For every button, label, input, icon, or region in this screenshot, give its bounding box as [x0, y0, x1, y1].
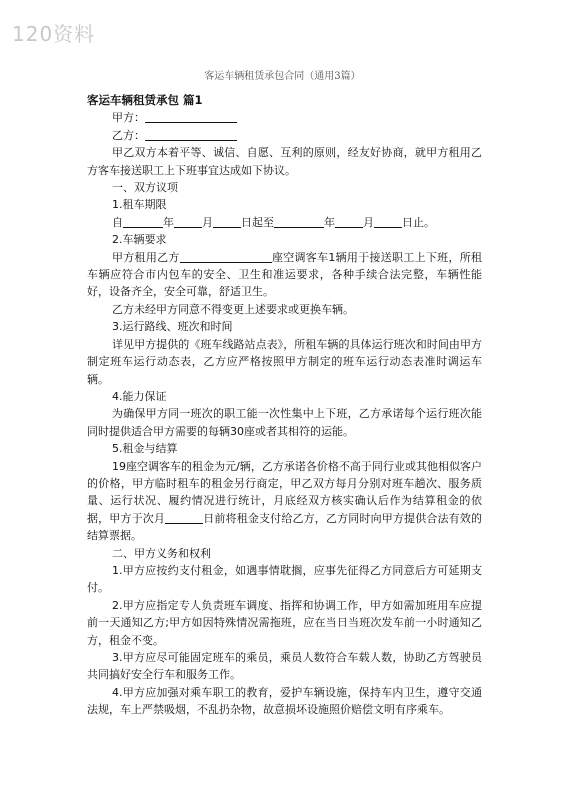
- term-year: 年: [324, 215, 335, 229]
- duty-paragraph: 1.甲方应按约支付租金，如遇事情耽搁，应事先征得乙方同意后方可延期支付。: [87, 563, 482, 595]
- req-text: 甲方租用乙方: [112, 250, 180, 264]
- duty-paragraph: 2.甲方应指定专人负责班车调度、指挥和协调工作，甲方如需加班用车应提前一天通知乙方;甲方如因特殊情况需拖班，应在当日当班次发车前一小时通知乙方，租金不变。: [87, 598, 482, 647]
- subsection-heading: 2.车辆要求: [112, 233, 167, 247]
- blank: [165, 511, 203, 524]
- blank: [180, 250, 272, 263]
- header-title: 客运车辆租赁承包合同（通用3篇）: [204, 71, 361, 82]
- watermark-logo: 120资料: [12, 22, 96, 46]
- document-body: [87, 92, 482, 719]
- party-b-label: 乙方：: [112, 128, 145, 142]
- blank: [174, 215, 202, 228]
- party-a-blank: [145, 110, 237, 123]
- paragraph: 乙方未经甲方同意不得变更上述要求或更换车辆。: [112, 302, 354, 316]
- document-title: 客运车辆租赁承包 篇1: [87, 93, 203, 107]
- term-month: 月: [363, 215, 374, 229]
- term-month: 月: [202, 215, 213, 229]
- intro-paragraph: 甲乙双方本着平等、诚信、自愿、互利的原则，经友好协商，就甲方租用乙方客车接送职工上下班事宜达成如下协议。: [87, 146, 482, 177]
- subsection-heading: 1.租车期限: [112, 198, 167, 212]
- blank: [274, 215, 324, 228]
- rent-paragraph: [87, 458, 482, 545]
- rent-text: 日前将租金支付给乙方，乙方同时向甲方提供合法有效的结算票据。: [87, 511, 482, 543]
- term-to: 日起至: [241, 215, 274, 229]
- ability-paragraph: 为确保甲方同一班次的职工能一次性集中上下班，乙方承诺每个运行班次能同时提供适合甲方需要的每辆30座或者其相符的运能。: [87, 407, 482, 438]
- route-paragraph: 详见甲方提供的《班车线路站点表》，所租车辆的具体运行班次和时间由甲方制定班车运行动态表，乙方应严格按照甲方制定的班车运行动态表准时调运车辆。: [87, 337, 482, 386]
- party-b-blank: [145, 128, 237, 141]
- term-line: [87, 214, 482, 231]
- party-a-label: 甲方：: [112, 111, 145, 125]
- vehicle-requirement-paragraph: [87, 249, 482, 301]
- party-a-line: [87, 109, 482, 126]
- duty-paragraph: 4.甲方应加强对乘车职工的教育，爱护车辆设施，保持车内卫生，遵守交通法规，车上严禁吸烟，不乱扔杂物，故意损坏设施照价赔偿文明有序乘车。: [87, 685, 482, 717]
- term-year: 年: [163, 215, 174, 229]
- section-heading: 一、双方议项: [112, 181, 178, 195]
- term-from: 自: [112, 215, 123, 229]
- blank: [213, 215, 241, 228]
- duty-paragraph: 3.甲方应尽可能固定班车的乘员，乘员人数符合车载人数，协助乙方驾驶员共同搞好安全行车和服务工作。: [87, 651, 482, 682]
- blank: [374, 215, 402, 228]
- blank: [335, 215, 363, 228]
- subsection-heading: 5.租金与结算: [112, 442, 178, 456]
- req-text: 座空调客车1辆用于接送职工上下班，所租车辆应符合市内包车的安全、卫生和准运要求，各种手续合法完整，车辆性能好，设备齐全，安全可靠，舒适卫生。: [87, 250, 483, 299]
- blank: [123, 215, 163, 228]
- rent-text: 19座空调客车的租金为元/辆，乙方承诺各价格不高于同行业或其他相似客户的价格，甲方临时租车的租金另行商定，甲乙双方每月分别对班车趟次、服务质量、运行状况、履约情况进行统计，月底经双方核实确认后作为结算租金的依据，甲方于次月: [87, 459, 482, 525]
- party-b-line: [87, 127, 482, 144]
- subsection-heading: 3.运行路线、班次和时间: [112, 320, 233, 334]
- subsection-heading: 4.能力保证: [112, 389, 167, 403]
- section-heading: 二、甲方义务和权利: [112, 546, 211, 560]
- term-end: 日止。: [402, 215, 435, 229]
